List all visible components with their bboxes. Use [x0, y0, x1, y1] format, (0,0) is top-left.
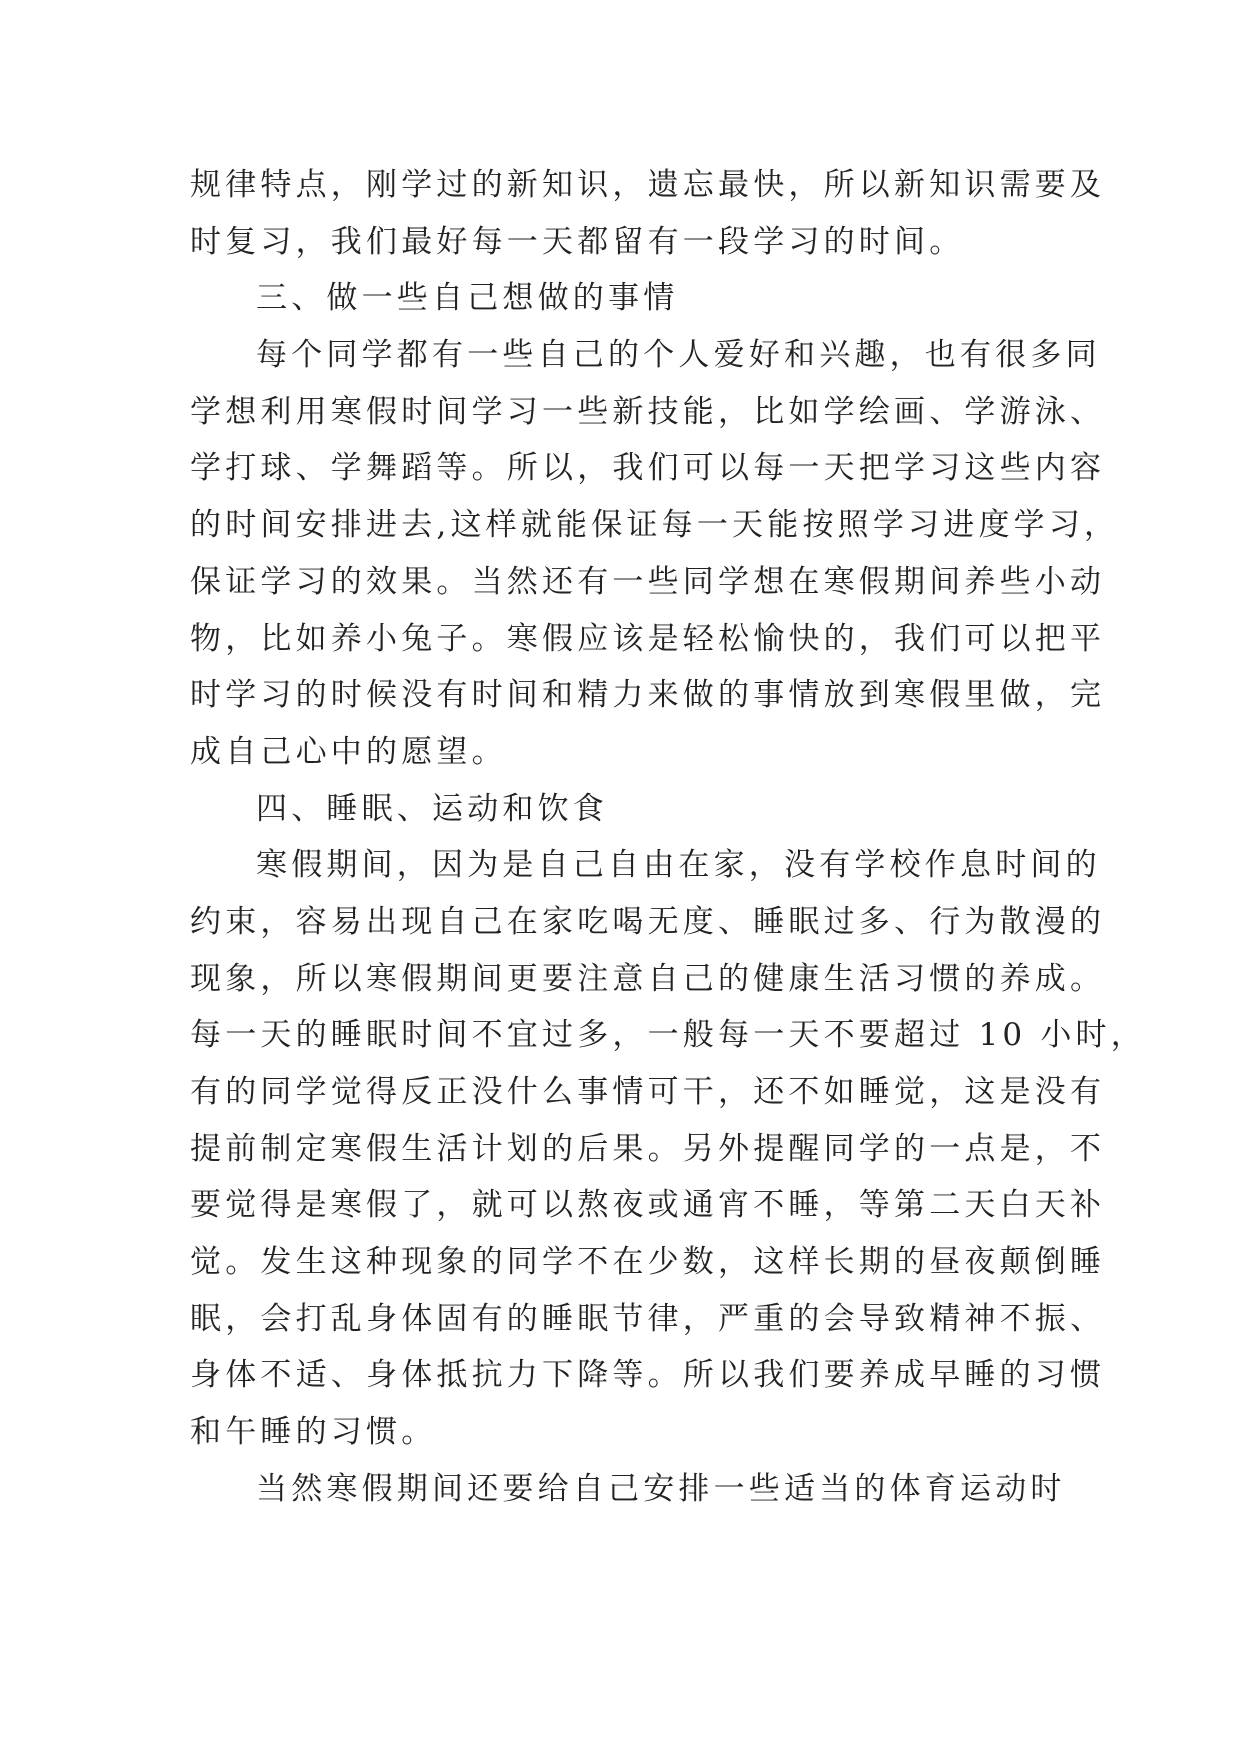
text-line: 学想利用寒假时间学习一些新技能，比如学绘画、学游泳、 — [190, 393, 1106, 430]
text-line: 时复习，我们最好每一天都留有一段学习的时间。 — [190, 223, 965, 260]
text-line: 成自己心中的愿望。 — [190, 733, 507, 770]
body-text — [190, 157, 1146, 1518]
paragraph-first-line: 寒假期间，因为是自己自由在家，没有学校作息时间的 — [256, 847, 1101, 884]
text-line: 约束，容易出现自己在家吃喝无度、睡眠过多、行为散漫的 — [190, 903, 1106, 940]
text-line: 觉。发生这种现象的同学不在少数，这样长期的昼夜颠倒睡 — [190, 1244, 1106, 1281]
text-line: 时学习的时候没有时间和精力来做的事情放到寒假里做，完 — [190, 677, 1106, 714]
text-line: 有的同学觉得反正没什么事情可干，还不如睡觉，这是没有 — [190, 1074, 1106, 1110]
text-line: 规律特点，刚学过的新知识，遗忘最快，所以新知识需要及 — [190, 167, 1106, 203]
paragraph-first-line: 四、睡眠、运动和饮食 — [256, 790, 608, 827]
text-line: 要觉得是寒假了，就可以熬夜或通宵不睡，等第二天白天补 — [190, 1187, 1106, 1224]
text-line: 保证学习的效果。当然还有一些同学想在寒假期间养些小动 — [190, 563, 1106, 600]
text-line: 眠，会打乱身体固有的睡眠节律，严重的会导致精神不振、 — [190, 1300, 1106, 1337]
paragraph-first-line: 每个同学都有一些自己的个人爱好和兴趣，也有很多同 — [256, 337, 1101, 374]
text-line: 物，比如养小兔子。寒假应该是轻松愉快的，我们可以把平 — [190, 620, 1106, 657]
text-line: 身体不适、身体抵抗力下降等。所以我们要养成早睡的习惯 — [190, 1357, 1106, 1394]
text-line: 每一天的睡眠时间不宜过多，一般每一天不要超过 10 小时， — [190, 1017, 1146, 1054]
text-line: 的时间安排进去,这样就能保证每一天能按照学习进度学习， — [190, 507, 1120, 544]
text-line: 现象，所以寒假期间更要注意自己的健康生活习惯的养成。 — [190, 960, 1106, 997]
text-line: 提前制定寒假生活计划的后果。另外提醒同学的一点是，不 — [190, 1130, 1106, 1167]
text-line: 和午睡的习惯。 — [190, 1414, 437, 1451]
paragraph-first-line: 当然寒假期间还要给自己安排一些适当的体育运动时 — [256, 1470, 1066, 1507]
paragraph-first-line: 三、做一些自己想做的事情 — [256, 280, 679, 317]
text-line: 学打球、学舞蹈等。所以，我们可以每一天把学习这些内容 — [190, 450, 1106, 487]
